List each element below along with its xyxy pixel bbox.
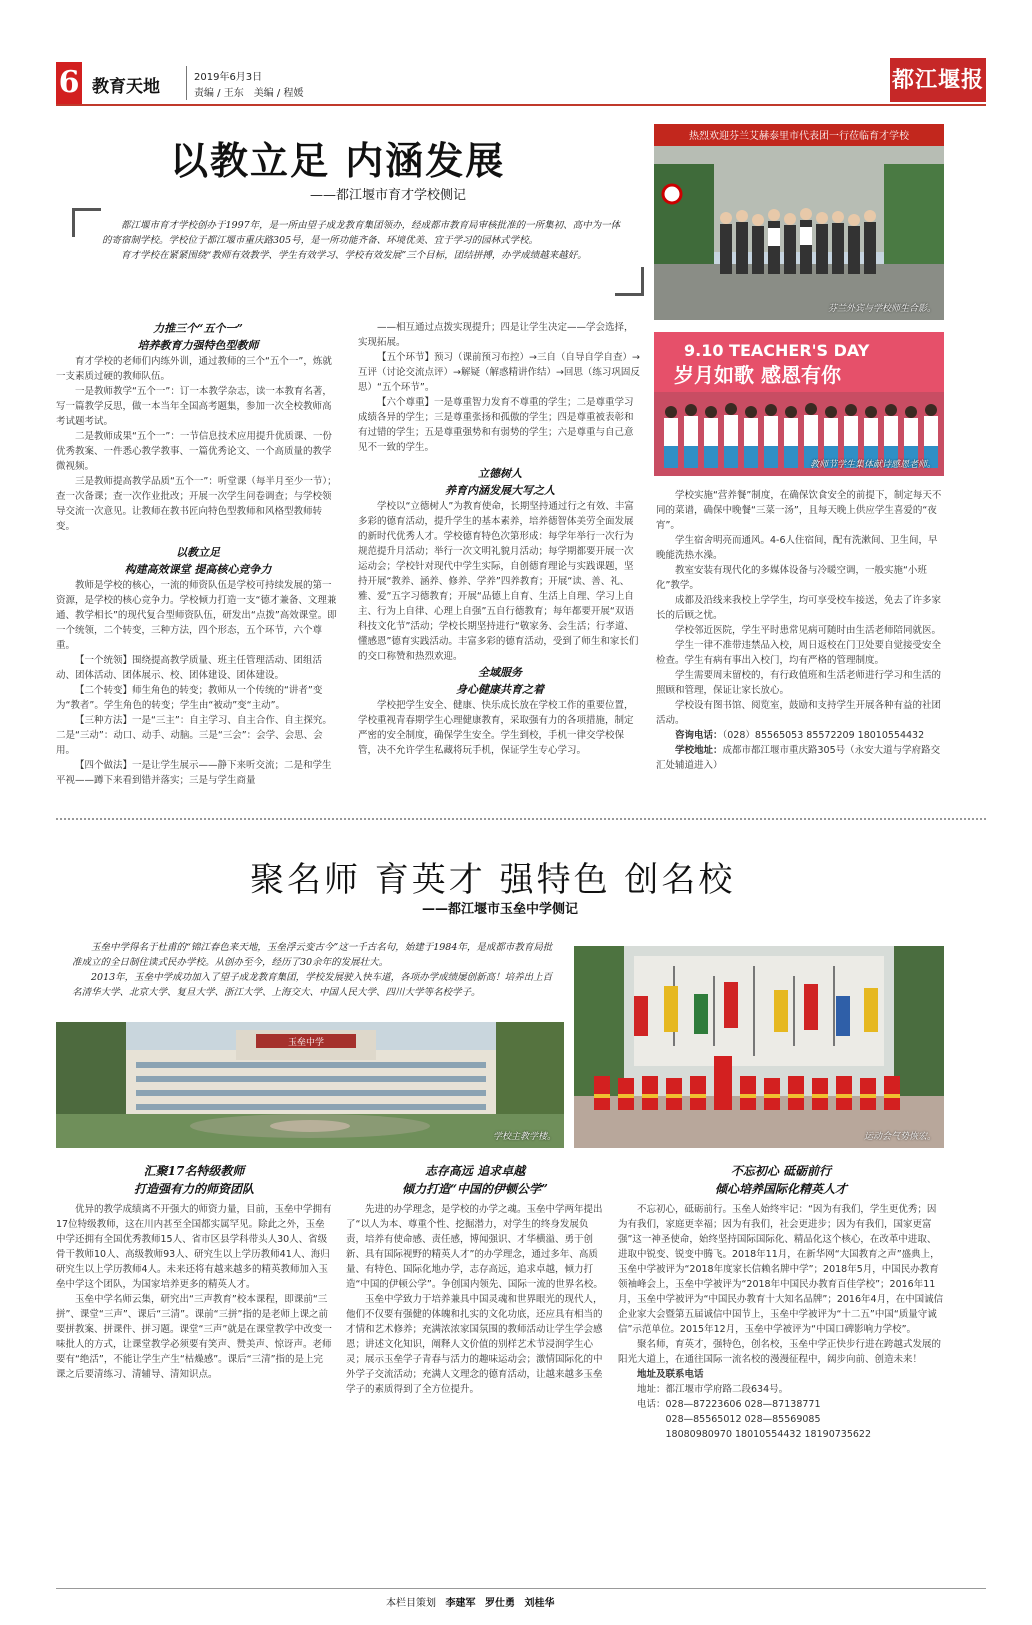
article1-subtitle: ——都江堰市育才学校侧记 (310, 188, 467, 203)
section-heading: 以教立足 (176, 546, 220, 559)
planner-name: 罗仕勇 (484, 1598, 515, 1609)
article-divider (56, 818, 986, 820)
footer-credits (386, 1594, 554, 1609)
article2-column-2 (346, 1162, 604, 1397)
photo-caption: 运动会气势恢宏。 (863, 1132, 936, 1142)
sports-meeting-image (574, 946, 944, 1148)
intro-paragraph: 玉垒中学得名于杜甫的“锦江春色来天地，玉垒浮云变古今”这一千古名句，始建于1984年，是成都市教育局批准成立的全日制住读式民办学校。从创办至今，经历了30余年的发展壮大。 (72, 942, 553, 968)
group-photo-image (654, 124, 944, 320)
section-heading: 不忘初心 砥砺前行 倾心培养国际化精英人才 (714, 1164, 847, 1196)
quote-corner-icon (615, 267, 644, 296)
section-heading: 培养教育力强特色型教师 (137, 339, 259, 352)
paragraph: 教室安装有现代化的多媒体设备与冷暖空调，一般实施“小班化”教学。 (656, 565, 927, 591)
main-building-image (56, 1022, 564, 1148)
paragraph: 【二个转变】师生角色的转变；教师从一个传统的“讲者”变为“教者”。学生角色的转变；学生由“被动”变“主动”。 (56, 685, 323, 711)
paragraph: 学生宿舍明亮而通风。4-6人住宿间，配有洗漱间、卫生间，早晚能洗热水澡。 (656, 535, 938, 561)
photo-caption: 芬兰外宾与学校师生合影。 (827, 304, 936, 314)
photo-caption: 教师节学生集体献诗感恩老师。 (809, 460, 936, 470)
article1-column-1 (56, 320, 340, 788)
paragraph: 不忘初心，砥砺前行。玉垒人始终牢记：“因为有我们，学生更优秀；因为有我们，家庭更幸福；因为有我们，社会更进步；因为有我们，国家更富强”这一神圣使命，始终坚持国际国际化、精品化这个核心，在改革中进取、进取中锐变、锐变中腾飞。2018年11月，在新华网“大国教育之声”盛典上，玉垒中学被评为“2018年度家长信赖名牌中学”；2018年5月，中国民办教育领袖峰会上，玉垒中学被评为“2018年中国民办教育百佳学校”；2016年11月，玉垒中学被评为“中国民办教育十大知名品牌”；2016年4月，在中国诚信企业家大会暨第五届诚信中国节上，玉垒中学被评为“十二五”中国“质量守诚信”示范单位。2015年12月，玉垒中学被评为“中国口碑影响力学校”。 (618, 1204, 944, 1335)
paragraph: ——相互通过点拨实现提升；四是让学生决定——学会选择，实现拓展。 (358, 322, 634, 348)
paragraph: 学校实施“营养餐”制度，在确保饮食安全的前提下，制定每天不同的菜谱，确保中晚餐“三菜一汤”，且每天晚上供应学生喜爱的“夜宵”。 (656, 490, 942, 531)
page-number: 6 (56, 62, 82, 104)
article1-intro (102, 218, 622, 263)
section-heading: 构建高效课堂 提高核心竞争力 (124, 563, 272, 576)
article2-subtitle: ——都江堰市玉垒中学侧记 (422, 902, 579, 917)
contact-heading: 地址及联系电话 (637, 1369, 704, 1380)
photo-caption: 学校主教学楼。 (492, 1132, 556, 1142)
paragraph: 二是教师成果“五个一”：一节信息技术应用提升优质课、一份优秀教案、一件悉心教学教事、一篇优秀论文、一个高质量的教学微视频。 (56, 431, 332, 472)
intro-paragraph: 育才学校在紧紧围绕“教师有效教学、学生有效学习、学校有效发展”三个目标，团结拼搏，办学成绩越来越好。 (121, 250, 587, 261)
contact-phone: 电话：028—87223606 028—87138771 (637, 1399, 821, 1410)
building-sign-text: 玉垒中学 (287, 1038, 325, 1048)
header-rule (56, 104, 986, 106)
paragraph: 【一个统领】围绕提高教学质量、班主任管理活动、团组活动、团体活动、团体展示、校、团体建设、团体建设。 (56, 655, 323, 681)
section-heading: 汇聚17名特级教师 打造强有力的师资团队 (133, 1164, 254, 1196)
paragraph: 玉垒中学致力于培养兼具中国灵魂和世界眼光的现代人，他们不仅要有强健的体魄和扎实的文化功底，还应具有相当的才情和艺术修养；充满浓浓家国氛围的教师活动让学生学会感恩；讲述文化知识，阐释人文价值的别样艺术节浸润学生心灵；展示玉垒学子青春与活力的趣味运动会；激情国际化的中外学子交流活动；充满人文理念的德育活动，让越来越多玉垒学子的素质得到了全方位提升。 (346, 1294, 603, 1395)
paragraph: 学生一律不准带违禁品入校，周日返校在门卫处要自觉接受安全检查。学生有病有事出入校门，均有严格的管理制度。 (656, 640, 942, 666)
paragraph: 学校邻近医院，学生平时患常见病可随时由生活老师陪同就医。 (675, 625, 942, 636)
contact-address: 地址：都江堰市学府路二段634号。 (637, 1384, 789, 1395)
planner-name: 李建军 (445, 1598, 476, 1609)
paragraph: 优异的教学成绩离不开强大的师资力量，目前，玉垒中学拥有17位特级教师，这在川内甚至全国都实属罕见。除此之外，玉垒中学还拥有全国优秀教师15人、省市区县学科带头人30人、省级骨干教师10人、高级教师93人、研究生以上学历教师41人、海归研究生以上学历教师4人。未来还将有越来越多的精英教师加入玉垒中学这个团队，为国家培养更多的精英人才。 (56, 1204, 332, 1290)
section-heading: 全域服务 (478, 666, 522, 679)
teachers-day-image (654, 332, 944, 476)
paragraph: 学校把学生安全、健康、快乐成长放在学校工作的重要位置，学校重视青春期学生心理健康教育，采取强有力的各项措施，制定严密的安全制度，确保学生安全。学生到校，手机一律交学校保管，决不允许学生私藏将玩手机，保证学生专心学习。 (358, 700, 634, 756)
photo-main-building (56, 1022, 564, 1148)
photo-sports-meeting (574, 946, 944, 1148)
contact-phone: 咨询电话：（028）85565053 85572209 18010554432 (675, 730, 925, 741)
paragraph: 聚名师，育英才，强特色，创名校，玉垒中学正快步行进在跨越式发展的阳光大道上，在通往国际一流名校的漫漫征程中，阔步向前、创造未来！ (618, 1339, 942, 1365)
paragraph: 玉垒中学名师云集，研究出“三声教育”校本课程，即课前“三拼”、课堂“三声”、课后“三清”。课前“三拼”指的是老师上课之前要拼教案、拼课件、拼习题。课堂“三声”就是在课堂教学中改变一味批人的方式，让课堂教学必须要有笑声、赞美声、惊讶声。老师要有“绝活”，不能让学生产生“枯燥感”。课后“三清”指的是上完课之后要清练习、清辅导、清知识点。 (56, 1294, 332, 1380)
article1-title: 以教立足 内涵发展 (170, 138, 506, 183)
paragraph: 【六个尊重】一是尊重智力发育不尊重的学生；二是尊重学习成绩各异的学生；三是尊重张扬和孤傲的学生；四是尊重被表彰和有过错的学生；五是尊重强势和有弱势的学生；六是尊重与自己意见不一致的学生。 (358, 397, 634, 453)
contact-phone: 18080980970 18010554432 18190735622 (665, 1429, 871, 1440)
article1-column-3 (656, 488, 944, 773)
section-heading: 立德树人 (478, 467, 522, 480)
contact-address: 学校地址：成都市都江堰市重庆路305号（永安大道与学府路交汇处辅道进入） (656, 745, 941, 771)
article2-column-3 (618, 1162, 944, 1442)
paragraph: 学校设有图书馆、阅览室，鼓励和支持学生开展各种有益的社团活动。 (656, 700, 942, 726)
paragraph: 育才学校的老师们内练外训，通过教师的三个“五个一”，炼就一支素质过硬的教师队伍。 (56, 356, 332, 382)
article2-title: 聚名师 育英才 强特色 创名校 (250, 860, 736, 900)
paragraph: 【四个做法】一是让学生展示——静下来听交流；二是和学生平视——蹲下来看到错并落实；三是与学生商量 (56, 760, 332, 786)
photo-foreign-guests (654, 124, 944, 320)
header-divider (186, 66, 187, 100)
article2-intro (72, 940, 560, 1000)
paragraph: 成都及沿线来我校上学学生，均可享受校车接送，免去了许多家长的后顾之忧。 (656, 595, 942, 621)
paragraph: 学校以“立德树人”为教育使命，长期坚持通过行之有效、丰富多彩的德育活动，提升学生的基本素养，培养德智体美劳全面发展的新时代优秀人才。学校德育特色次第形成：每学年举行一次行为规范提升月活动；举行一次文明礼貌月活动；每学期都要开展一次运动会；学校针对现代中学生实际，自创德育理论与实践课题，坚持开展“教养、涵养、修养、学养”四养教育；开展“读、善、礼、雅、爱”五字习德教育；开展“品德上自育、生活上自理、学习上自主、行为上自律、心理上自强”五自行德教育；每年都要开展“双语科技文化节”活动；学校长期坚持进行“敬家务、会生活；行孝道、懂感恩”德育实践活动。丰富多彩的德育活动，受到了师生和家长们的交口称赞和热烈欢迎。 (358, 501, 639, 662)
footer-rule (56, 1588, 986, 1589)
article1-column-2 (358, 320, 642, 758)
section-heading: 养育内涵发展大写之人 (445, 484, 555, 497)
section-heading: 志存高远 追求卓越 倾力打造“中国的伊顿公学” (402, 1164, 548, 1196)
paragraph: 三是教师提高教学品质“五个一”：听堂课（每半月至少一节）；查一次备课；查一次作业批改；开展一次学生问卷调查；与学校领导交流一次意见。让教师在教书匠向特色型教师和风格型教师转变。 (56, 476, 337, 532)
section-heading: 身心健康共育之着 (456, 683, 544, 696)
section-heading: 力推三个“五个一” (153, 322, 243, 335)
footer-label: 本栏目策划 (386, 1598, 436, 1609)
banner-english: 9.10 TEACHER'S DAY (684, 341, 870, 360)
newspaper-logo: 都江堰报 (890, 58, 986, 102)
paragraph: 教师是学校的核心，一流的师资队伍是学校可持续发展的第一资源，是学校的核心竞争力。学校倾力打造一支“德才兼备、文理兼通、教学相长”的现代复合型师资队伍，研发出“点拨”高效课堂。即一个统领，二个转变，三种方法，四个形态，五个环节，六个尊重。 (56, 580, 337, 651)
banner-slogan: 岁月如歌 感恩有你 (674, 363, 841, 387)
paragraph: 先进的办学理念，是学校的办学之魂。玉垒中学两年提出了“以人为本、尊重个性、挖掘潜力，对学生的终身发展负责，培养有使命感、责任感，博闻强识、才华横溢、勇于创新、具有国际视野的精英人才”的办学理念，通过多年、高质量、有特色、国际化地办学，志存高远，追求卓越，倾力打造“中国的伊顿公学”。争创国内领先、国际一流的世界名校。 (346, 1204, 603, 1290)
article1-intro-box (72, 208, 644, 296)
photo-teachers-day (654, 332, 944, 476)
welcome-banner-text: 热烈欢迎芬兰艾赫泰里市代表团一行莅临育才学校 (689, 131, 909, 142)
section-title: 教育天地 (92, 77, 160, 97)
issue-date: 2019年6月3日 (194, 72, 263, 83)
article2-column-1 (56, 1162, 332, 1382)
paragraph: 【五个环节】预习（课前预习布控）→三自（自导自学自查）→互评（讨论交流点评）→解疑（解惑精讲作结）→回思（练习巩固反思）“五个环节”。 (358, 352, 640, 393)
paragraph: 【三种方法】一是“三主”：自主学习、自主合作、自主探究。二是“三动”：动口、动手、动脑。三是“三会”：会学、会思、会用。 (56, 715, 332, 756)
quote-corner-icon (72, 208, 101, 237)
planner-name: 刘桂华 (524, 1598, 555, 1609)
editor-credits: 责编 / 王东 美编 / 程媛 (194, 88, 304, 99)
intro-paragraph: 都江堰市育才学校创办于1997年，是一所由望子成龙教育集团领办，经成都市教育局审核批准的一所集初、高中为一体的寄宿制学校。学校位于都江堰市重庆路305号，是一所功能齐备、环境优美、宜于学习的园林式学校。 (102, 220, 621, 246)
intro-paragraph: 2013年，玉垒中学成功加入了望子成龙教育集团，学校发展驶入快车道，各项办学成绩屡创新高！培养出上百名清华大学、北京大学、复旦大学、浙江大学、上海交大、中国人民大学、四川大学等名校学子。 (72, 972, 553, 998)
paragraph: 学生需要周末留校的，有行政值班和生活老师进行学习和生活的照顾和管理，保证让家长放心。 (656, 670, 942, 696)
paragraph: 一是教师教学“五个一”：订一本教学杂志，读一本教育名著，写一篇教学反思，做一本当年全国高考题集，参加一次全校教师高考试题考试。 (56, 386, 332, 427)
contact-phone: 028—85565012 028—85569085 (665, 1414, 821, 1425)
